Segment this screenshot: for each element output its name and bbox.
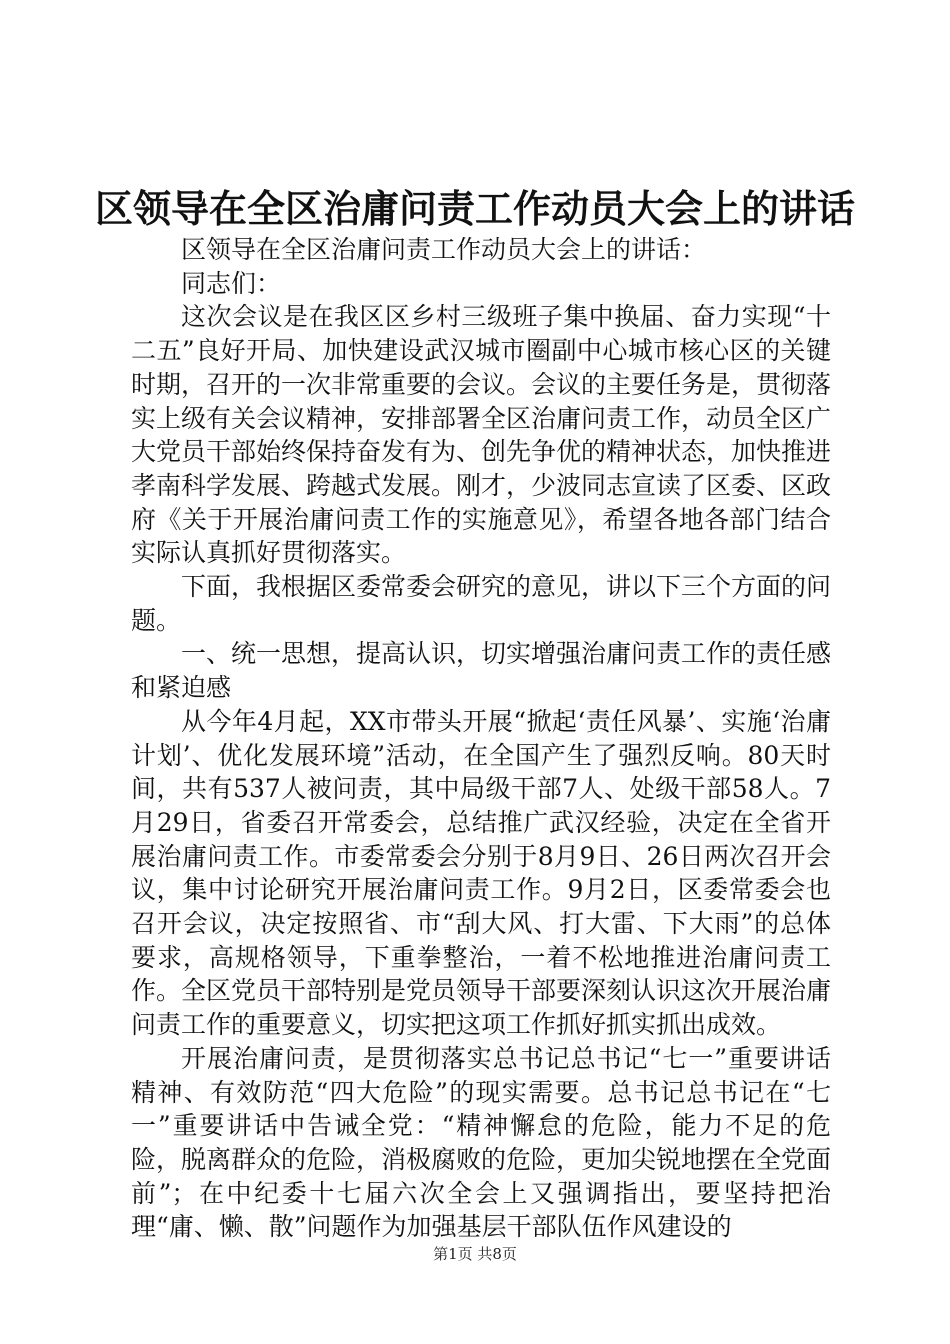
- section-heading: 一、统一思想，提高认识，切实增强治庸问责工作的责任感和紧迫感: [131, 639, 832, 703]
- page-number-footer: 第1页 共8页: [433, 1245, 517, 1263]
- body-paragraph: 开展治庸问责，是贯彻落实总书记总书记“七一”重要讲话精神、有效防范“四大危险”的现实需要。总书记总书记在“七一”重要讲话中告诫全党：“精神懈怠的危险，能力不足的危险，脱离群众的危险，消极腐败的危险，更加尖锐地摆在全党面前”；在中纪委十七届六次全会上又强调指出，要坚持把治理“庸、懒、散”问题作为加强基层干部队伍作风建设的: [131, 1043, 832, 1242]
- body-paragraph: 从今年4月起，XX市带头开展“掀起‘责任风暴’、实施‘治庸计划’、优化发展环境”活动，在全国产生了强烈反响。80天时间，共有537人被问责，其中局级干部7人、处级干部58人。7月29日，省委召开常委会，总结推广武汉经验，决定在全省开展治庸问责工作。市委常委会分别于8月9日、26日两次召开会议，集中讨论研究开展治庸问责工作。9月2日，区委常委会也召开会议，决定按照省、市“刮大风、打大雷、下大雨”的总体要求，高规格领导，下重拳整治，一着不松地推进治庸问责工作。全区党员干部特别是党员领导干部要深刻认识这次开展治庸问责工作的重要意义，切实把这项工作抓好抓实抓出成效。: [131, 706, 832, 1040]
- body-paragraph: 这次会议是在我区区乡村三级班子集中换届、奋力实现“十二五”良好开局、加快建设武汉城市圈副中心城市核心区的关键时期，召开的一次非常重要的会议。会议的主要任务是，贯彻落实上级有关会议精神，安排部署全区治庸问责工作，动员全区广大党员干部始终保持奋发有为、创先争优的精神状态，加快推进孝南科学发展、跨越式发展。刚才，少波同志宣读了区委、区政府《关于开展治庸问责工作的实施意见》，希望各地各部门结合实际认真抓好贯彻落实。: [131, 302, 832, 568]
- salutation: 同志们：: [181, 268, 282, 298]
- body-paragraph: 下面，我根据区委常委会研究的意见，讲以下三个方面的问题。: [131, 572, 832, 635]
- document-title: 区领导在全区治庸问责工作动员大会上的讲话: [94, 186, 855, 231]
- document-body: [131, 233, 831, 1244]
- salutation-heading: 区领导在全区治庸问责工作动员大会上的讲话：: [181, 235, 707, 264]
